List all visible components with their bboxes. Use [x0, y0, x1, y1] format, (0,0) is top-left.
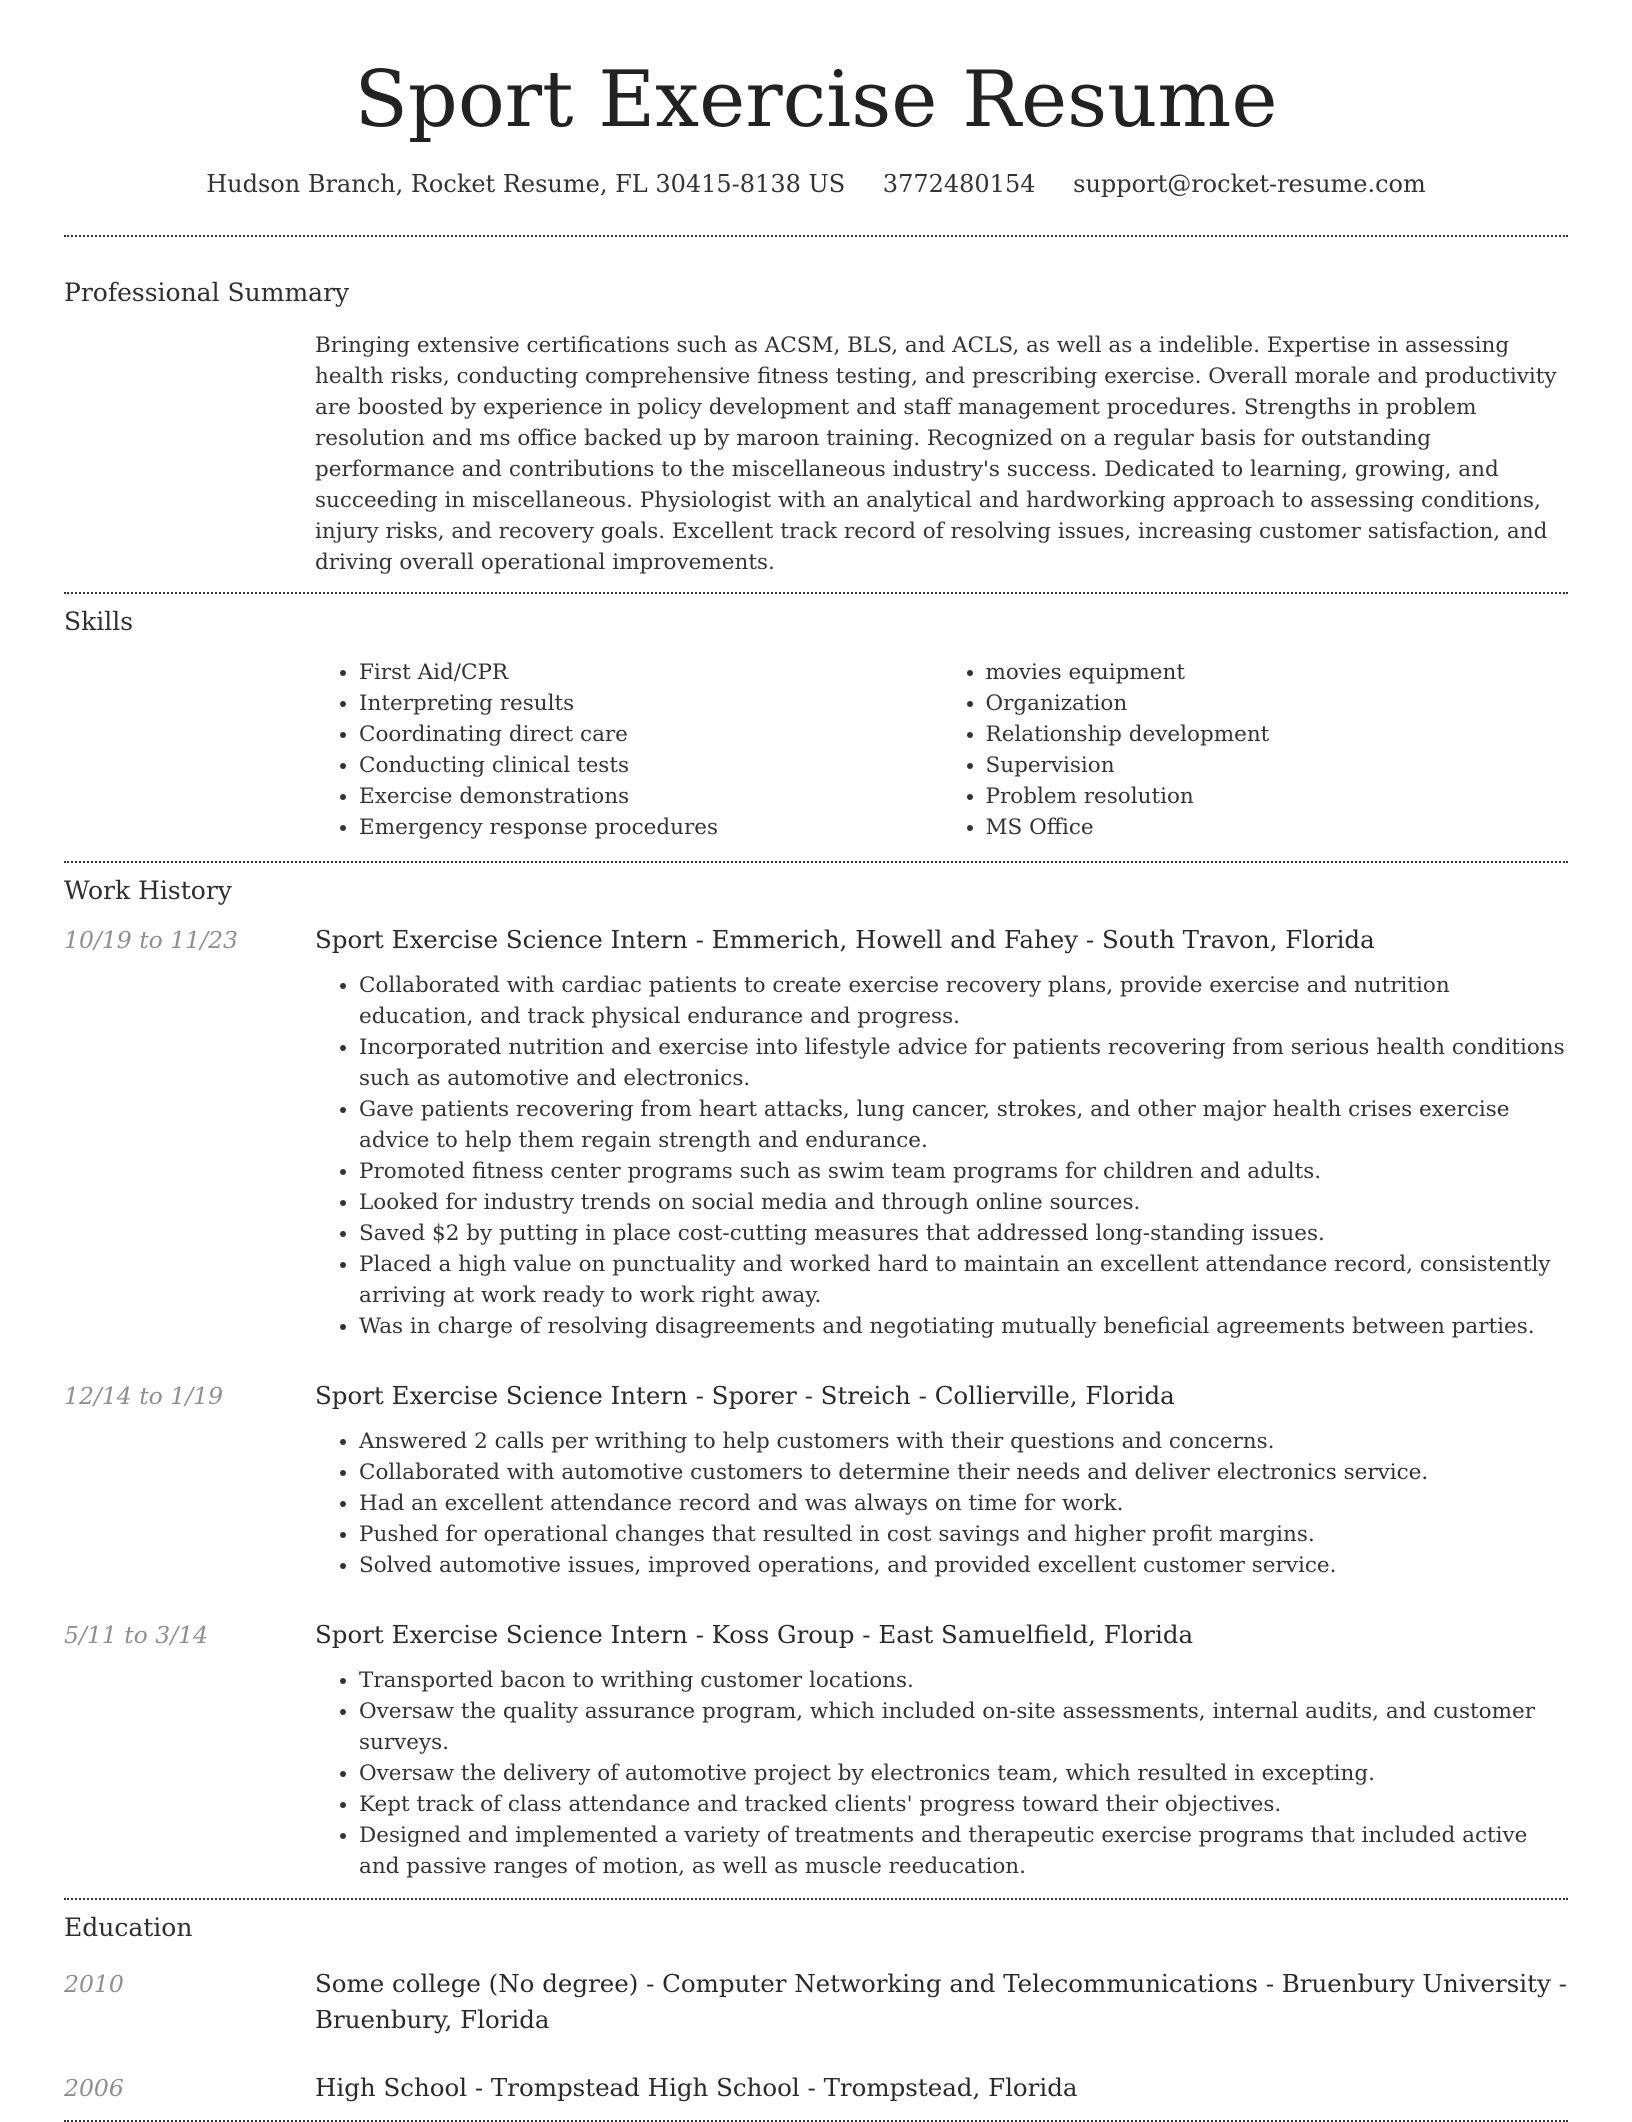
job-bullet: • Promoted fitness center programs such as swim team programs for children and adults.: [359, 1156, 1568, 1187]
skill-item: • MS Office: [986, 812, 1569, 843]
skill-item: • First Aid/CPR: [359, 657, 942, 688]
job-bullet: • Was in charge of resolving disagreements and negotiating mutually beneficial agreements between parties.: [359, 1311, 1568, 1342]
job-bullet: • Saved $2 by putting in place cost-cutting measures that addressed long-standing issues.: [359, 1218, 1568, 1249]
job-bullet: • Placed a high value on punctuality and worked hard to maintain an excellent attendance record, consistently arriving at work ready to work right away.: [359, 1249, 1568, 1311]
job-bullet: • Kept track of class attendance and tracked clients' progress toward their objectives.: [359, 1789, 1568, 1820]
job-entry: [64, 1378, 1568, 1581]
education-entry: [64, 1966, 1568, 2038]
skills-column-right: [942, 657, 1569, 843]
skill-item: • Problem resolution: [986, 781, 1569, 812]
job-bullet: • Pushed for operational changes that resulted in cost savings and higher profit margins.: [359, 1519, 1568, 1550]
job-bullet: • Solved automotive issues, improved operations, and provided excellent customer service.: [359, 1550, 1568, 1581]
job-bullet: • Answered 2 calls per writhing to help customers with their questions and concerns.: [359, 1426, 1568, 1457]
job-bullets: [315, 1665, 1568, 1882]
resume-page: [64, 0, 1568, 2122]
job-bullet: • Transported bacon to writhing customer locations.: [359, 1665, 1568, 1696]
education-heading: Education: [64, 1913, 193, 1942]
contact-address: Hudson Branch, Rocket Resume, FL 30415-8138 US: [206, 170, 846, 198]
job-bullets: [315, 1426, 1568, 1581]
job-bullet: • Gave patients recovering from heart attacks, lung cancer, strokes, and other major health crises exercise advice to help them regain strength and endurance.: [359, 1094, 1568, 1156]
skills-list: [315, 657, 1568, 843]
job-bullet: • Collaborated with automotive customers to determine their needs and deliver electronics service.: [359, 1457, 1568, 1488]
job-bullet: • Had an excellent attendance record and was always on time for work.: [359, 1488, 1568, 1519]
job-bullets: [315, 970, 1568, 1342]
job-bullet: • Incorporated nutrition and exercise into lifestyle advice for patients recovering from serious health conditions such as automotive and electronics.: [359, 1032, 1568, 1094]
education-title: High School - Trompstead High School - Trompstead, Florida: [315, 2073, 1078, 2102]
divider: [64, 235, 1568, 237]
job-bullet: • Collaborated with cardiac patients to create exercise recovery plans, provide exercise and nutrition education, and track physical endurance and progress.: [359, 970, 1568, 1032]
education-entry: [64, 2070, 1568, 2106]
education-title: Some college (No degree) - Computer Networking and Telecommunications - Bruenbury University - Bruenbury, Florida: [315, 1969, 1567, 2034]
skills-column-left: [315, 657, 942, 843]
skill-item: • Conducting clinical tests: [359, 750, 942, 781]
skill-item: • Interpreting results: [359, 688, 942, 719]
contact-line: [64, 166, 1568, 202]
skills-heading: Skills: [64, 607, 134, 636]
contact-email: support@rocket-resume.com: [1073, 170, 1426, 198]
job-bullet: • Oversaw the quality assurance program, which included on-site assessments, internal audits, and customer surveys.: [359, 1696, 1568, 1758]
divider: [64, 1898, 1568, 1900]
job-entry: [64, 1617, 1568, 1882]
resume-title: Sport Exercise Resume: [354, 55, 1278, 145]
job-dates: 12/14 to 1/19: [64, 1382, 224, 1410]
skill-item: • movies equipment: [986, 657, 1569, 688]
job-title: Sport Exercise Science Intern - Sporer - Streich - Collierville, Florida: [315, 1381, 1175, 1410]
job-bullet: • Looked for industry trends on social media and through online sources.: [359, 1187, 1568, 1218]
education-year: 2010: [64, 1970, 124, 1998]
job-title: Sport Exercise Science Intern - Emmerich, Howell and Fahey - South Travon, Florida: [315, 925, 1375, 954]
skill-item: • Supervision: [986, 750, 1569, 781]
job-entry: [64, 922, 1568, 1342]
work-heading: Work History: [64, 876, 232, 905]
job-bullet: • Designed and implemented a variety of treatments and therapeutic exercise programs that included active and passive ranges of motion, as well as muscle reeducation.: [359, 1820, 1568, 1882]
skill-item: • Organization: [986, 688, 1569, 719]
job-dates: 10/19 to 11/23: [64, 926, 238, 954]
contact-phone: 3772480154: [882, 170, 1036, 198]
summary-heading: Professional Summary: [64, 278, 350, 307]
skill-item: • Emergency response procedures: [359, 812, 942, 843]
job-dates: 5/11 to 3/14: [64, 1621, 209, 1649]
skill-item: • Relationship development: [986, 719, 1569, 750]
skill-item: • Coordinating direct care: [359, 719, 942, 750]
education-year: 2006: [64, 2074, 124, 2102]
divider: [64, 861, 1568, 863]
job-title: Sport Exercise Science Intern - Koss Group - East Samuelfield, Florida: [315, 1620, 1194, 1649]
skill-item: • Exercise demonstrations: [359, 781, 942, 812]
job-bullet: • Oversaw the delivery of automotive project by electronics team, which resulted in excepting.: [359, 1758, 1568, 1789]
divider: [64, 592, 1568, 594]
summary-text: Bringing extensive certifications such as ACSM, BLS, and ACLS, as well as a indelible. Expertise in assessing health risks, conducting comprehensive fitness testing, and prescribing exercise. Overall morale and productivity are boosted by experience in policy development and staff management procedures. Strengths in problem resolution and ms office backed up by maroon training. Recognized on a regular basis for outstanding performance and contributions to the miscellaneous industry's success. Dedicated to learning, growing, and succeeding in miscellaneous. Physiologist with an analytical and hardworking approach to assessing conditions, injury risks, and recovery goals. Excellent track record of resolving issues, increasing customer satisfaction, and driving overall operational improvements.: [315, 333, 1557, 575]
